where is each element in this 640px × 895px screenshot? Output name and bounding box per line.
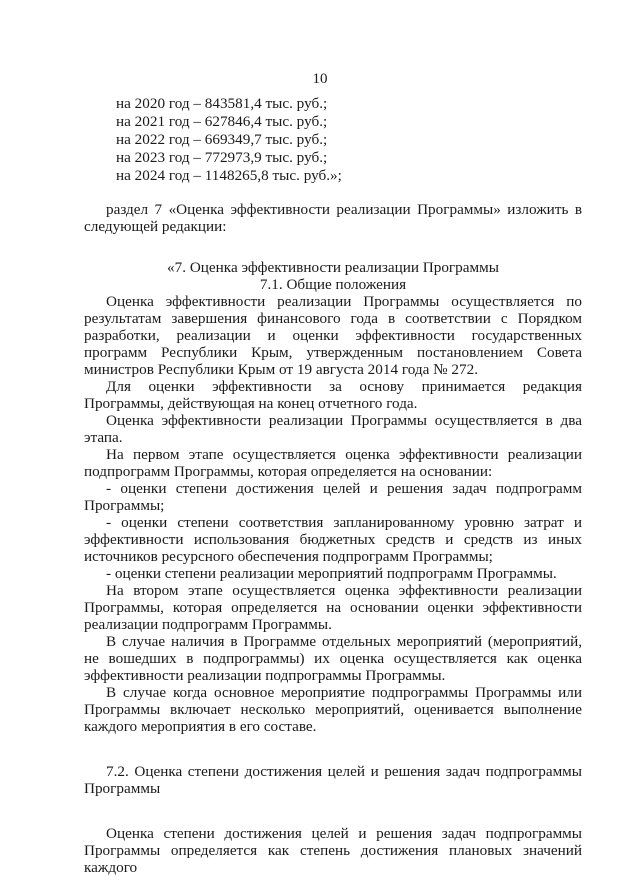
paragraph: В случае когда основное мероприятие подпрограммы Программы или Программы включает несколько мероприятий, оценивается выполнение каждого мероприятия в его составе. bbox=[84, 684, 582, 735]
document-body bbox=[84, 95, 582, 876]
list-paragraph: - оценки степени соответствия запланированному уровню затрат и эффективности использования бюджетных средств и средств из иных источников ресурсного обеспечения подпрограмм Программы; bbox=[84, 514, 582, 565]
list-paragraph: - оценки степени реализации мероприятий подпрограмм Программы. bbox=[106, 565, 557, 582]
list-paragraph: - оценки степени достижения целей и решения задач подпрограмм Программы; bbox=[84, 480, 582, 514]
paragraph: Для оценки эффективности за основу принимается редакция Программы, действующая на конец отчетного года. bbox=[84, 378, 582, 412]
subsection-title: 7.1. Общие положения bbox=[259, 276, 407, 293]
page-number: 10 bbox=[312, 71, 328, 87]
paragraph: Оценка эффективности реализации Программы осуществляется по результатам завершения финансового года в соответствии с Порядком разработки, реализации и оценки эффективности государственных программ Республики Крым, утвержденным постановлением Совета министров Республики Крым от 19 августа 2014 года № 272. bbox=[84, 293, 582, 378]
funding-item: на 2022 год – 669349,7 тыс. руб.; bbox=[116, 131, 328, 148]
funding-item: на 2024 год – 1148265,8 тыс. руб.»; bbox=[116, 167, 342, 184]
paragraph: Оценка степени достижения целей и решения задач подпрограммы Программы определяется как степень достижения плановых значений каждого bbox=[84, 825, 582, 876]
paragraph: На первом этапе осуществляется оценка эффективности реализации подпрограмм Программы, которая определяется на основании: bbox=[84, 446, 582, 480]
funding-list bbox=[84, 95, 582, 185]
paragraph: Оценка эффективности реализации Программы осуществляется в два этапа. bbox=[84, 412, 582, 446]
subsection-title: 7.2. Оценка степени достижения целей и решения задач подпрограммы Программы bbox=[84, 763, 582, 797]
intro-paragraph: раздел 7 «Оценка эффективности реализации Программы» изложить в следующей редакции: bbox=[84, 201, 582, 235]
funding-item: на 2023 год – 772973,9 тыс. руб.; bbox=[116, 149, 328, 166]
section-title: «7. Оценка эффективности реализации Программы bbox=[167, 259, 499, 276]
paragraph: На втором этапе осуществляется оценка эффективности реализации Программы, которая определяется на основании оценки эффективности реализации подпрограмм Программы. bbox=[84, 582, 582, 633]
funding-item: на 2021 год – 627846,4 тыс. руб.; bbox=[116, 113, 328, 130]
funding-item: на 2020 год – 843581,4 тыс. руб.; bbox=[116, 95, 328, 112]
paragraph: В случае наличия в Программе отдельных мероприятий (мероприятий, не вошедших в подпрограммы) их оценка осуществляется как оценка эффективности реализации подпрограммы Программы. bbox=[84, 633, 582, 684]
